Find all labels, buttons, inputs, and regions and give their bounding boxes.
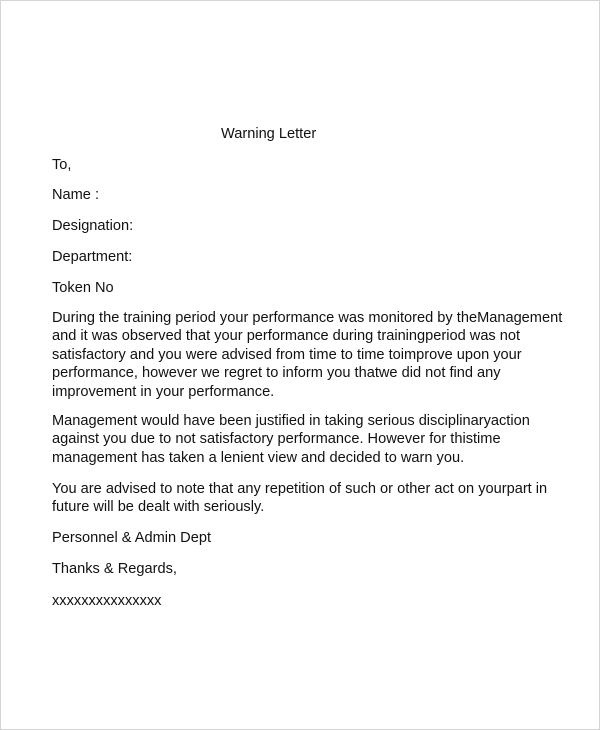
paragraph-repetition [52, 480, 552, 517]
paragraph-performance [52, 309, 563, 401]
salutation-to: To, [52, 157, 72, 173]
name-field-label: Name : [52, 187, 100, 203]
department-field-label: Department: [52, 249, 133, 265]
paragraph-line: performance, however we regret to inform you thatwe did not find any [52, 365, 501, 382]
designation-field-label: Designation: [52, 218, 134, 234]
paragraph-line: improvement in your performance. [52, 383, 275, 400]
paragraph-line: management has taken a lenient view and decided to warn you. [52, 449, 465, 466]
paragraph-line: and it was observed that your performance during trainingperiod was not [52, 328, 521, 345]
paragraph-line: During the training period your performance was monitored by theManagement [52, 310, 563, 326]
paragraph-line: You are advised to note that any repetition of such or other act on yourpart in [52, 481, 548, 497]
department-signoff: Personnel & Admin Dept [52, 530, 211, 546]
paragraph-disciplinary [52, 412, 552, 467]
letter-title: Warning Letter [221, 126, 317, 142]
paragraph-line: against you due to not satisfactory performance. However for thistime [52, 431, 501, 448]
token-field-label: Token No [52, 280, 114, 296]
paragraph-line: satisfactory and you were advised from time to time toimprove upon your [52, 346, 522, 363]
paragraph-line: Management would have been justified in taking serious disciplinaryaction [52, 413, 530, 429]
paragraph-line: future will be dealt with seriously. [52, 499, 265, 516]
signature-placeholder: xxxxxxxxxxxxxxx [52, 593, 162, 609]
closing-regards: Thanks & Regards, [52, 561, 177, 577]
